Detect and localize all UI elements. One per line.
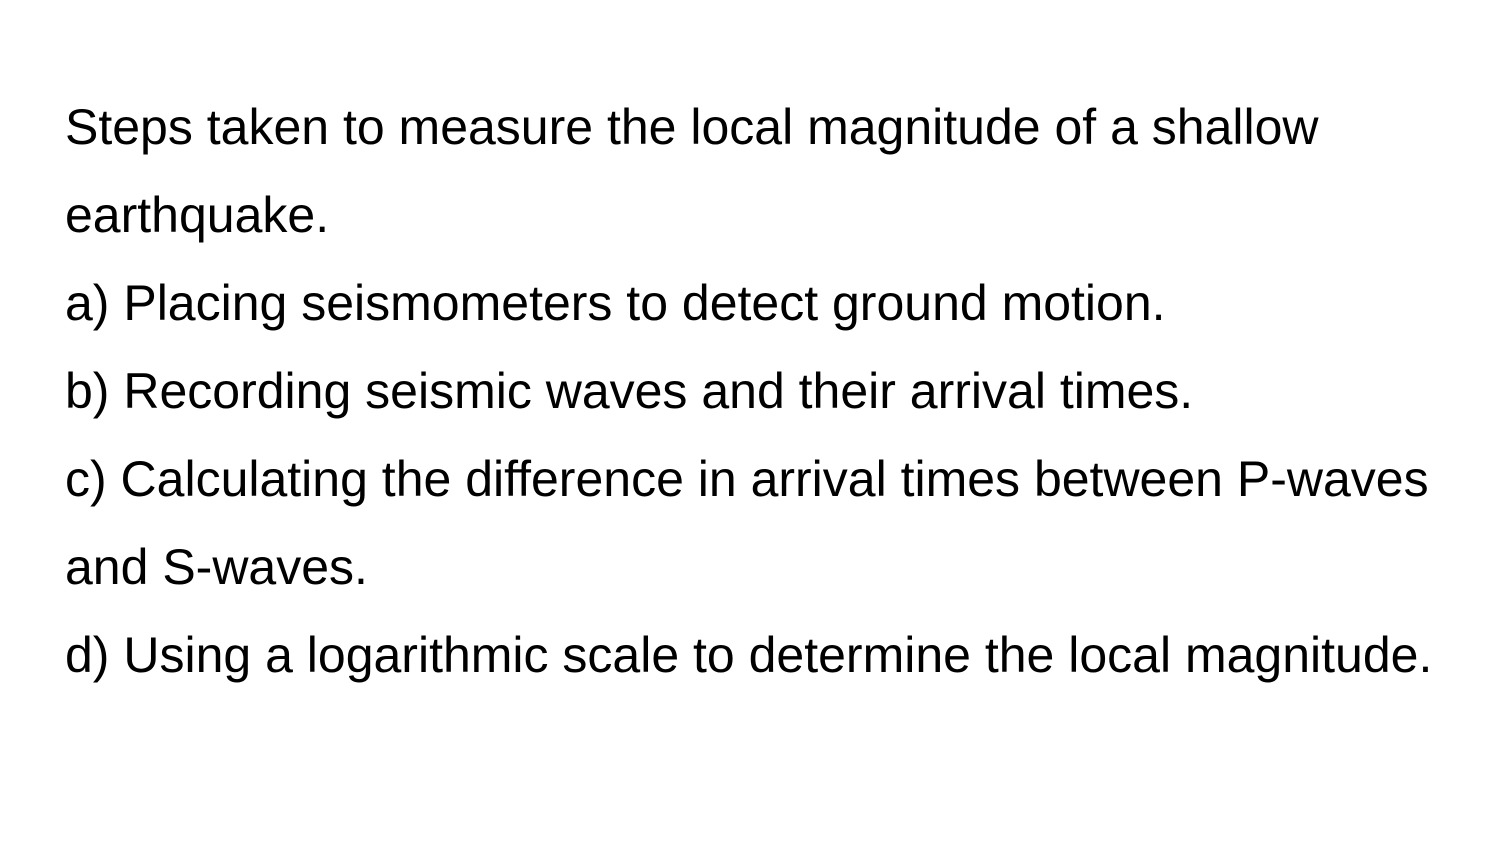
step-d: d) Using a logarithmic scale to determine the local magnitude. [65,627,1433,683]
step-a: a) Placing seismometers to detect ground motion. [65,275,1166,331]
intro-text: Steps taken to measure the local magnitude of a shallow earthquake. [65,99,1319,243]
step-b: b) Recording seismic waves and their arrival times. [65,363,1194,419]
step-c: c) Calculating the difference in arrival times between P-waves and S-waves. [65,451,1429,595]
document-body [65,83,1485,699]
